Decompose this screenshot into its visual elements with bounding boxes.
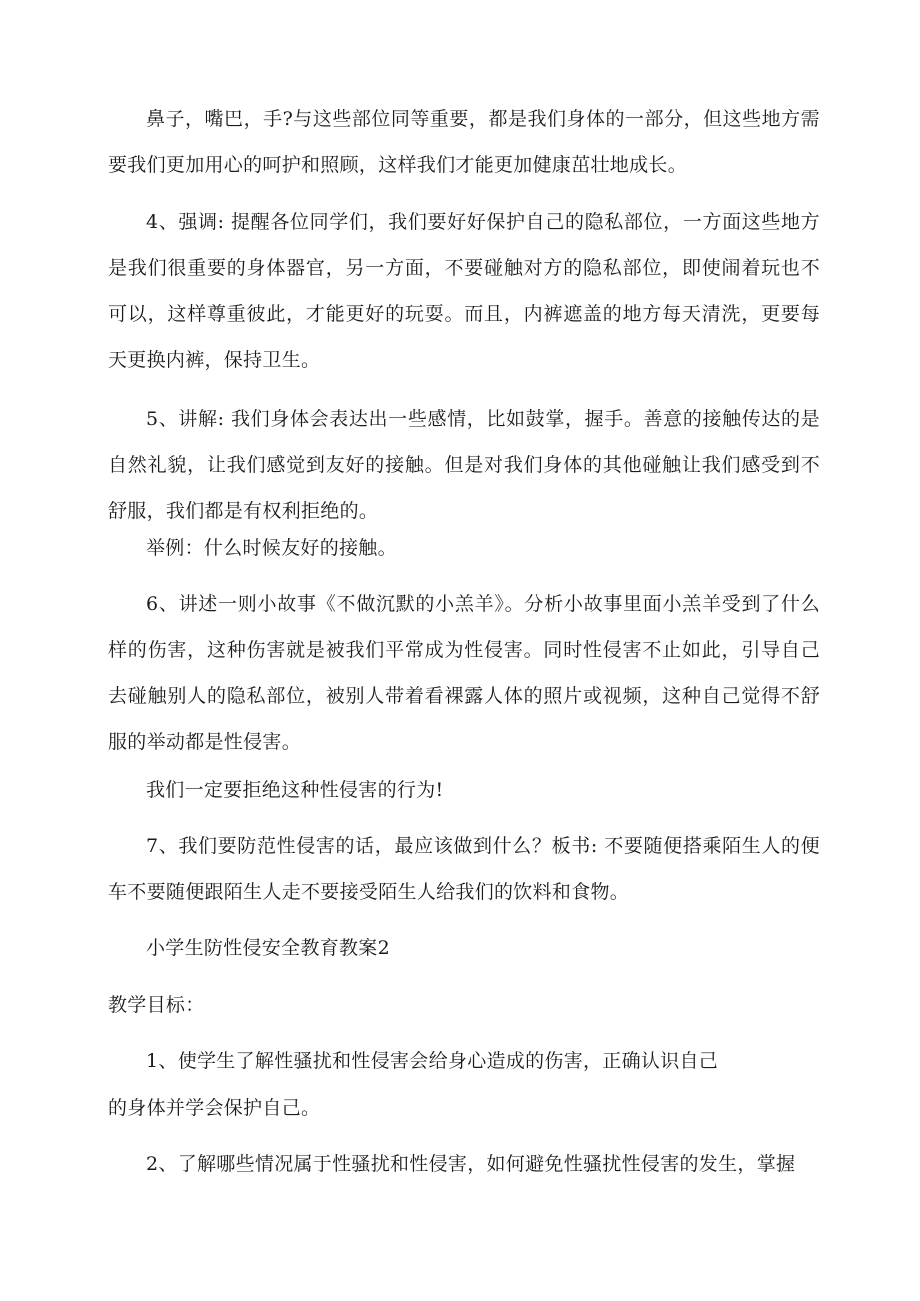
paragraph-example: 举例：什么时候友好的接触。: [146, 537, 397, 559]
paragraph-step-5: 5、讲解: 我们身体会表达出一些感情，比如鼓掌，握手。善意的接触传达的是自然礼貌，让我们感觉到友好的接触。但是对我们身体的其他碰触让我们感受到不舒服，我们都是有权利拒绝的。: [108, 408, 820, 522]
paragraph-step-4: 4、强调: 提醒各位同学们，我们要好好保护自己的隐私部位，一方面这些地方是我们很重要的身体器官，另一方面，不要碰触对方的隐私部位，即使闹着玩也不可以，这样尊重彼此，才能更好的玩耍。而且，内裤遮盖的地方每天清洗，更要每天更换内裤，保持卫生。: [108, 211, 820, 371]
goal-1-line-1: 1、使学生了解性骚扰和性侵害会给身心造成的伤害，正确认识自己: [146, 1050, 719, 1072]
teaching-goals-heading: 教学目标：: [108, 994, 205, 1016]
goal-1-line-2: 的身体并学会保护自己。: [108, 1097, 321, 1119]
paragraph-refuse: 我们一定要拒绝这种性侵害的行为!: [146, 779, 444, 801]
section-title: 小学生防性侵安全教育教案2: [146, 937, 390, 959]
goal-2-line-1: 2、了解哪些情况属于性骚扰和性侵害，如何避免性骚扰性侵害的发生，掌握: [146, 1153, 796, 1175]
paragraph-body-parts: 鼻子，嘴巴，手?与这些部位同等重要，都是我们身体的一部分，但这些地方需要我们更加用心的呵护和照顾，这样我们才能更加健康茁壮地成长。: [108, 108, 820, 176]
paragraph-step-7: 7、我们要防范性侵害的话，最应该做到什么？板书: 不要随便搭乘陌生人的便车不要随便跟陌生人走不要接受陌生人给我们的饮料和食物。: [108, 835, 820, 903]
paragraph-step-6: 6、讲述一则小故事《不做沉默的小羔羊》。分析小故事里面小羔羊受到了什么样的伤害，这种伤害就是被我们平常成为性侵害。同时性侵害不止如此，引导自己去碰触别人的隐私部位，被别人带着看裸露人体的照片或视频，这种自己觉得不舒服的举动都是性侵害。: [108, 593, 820, 753]
